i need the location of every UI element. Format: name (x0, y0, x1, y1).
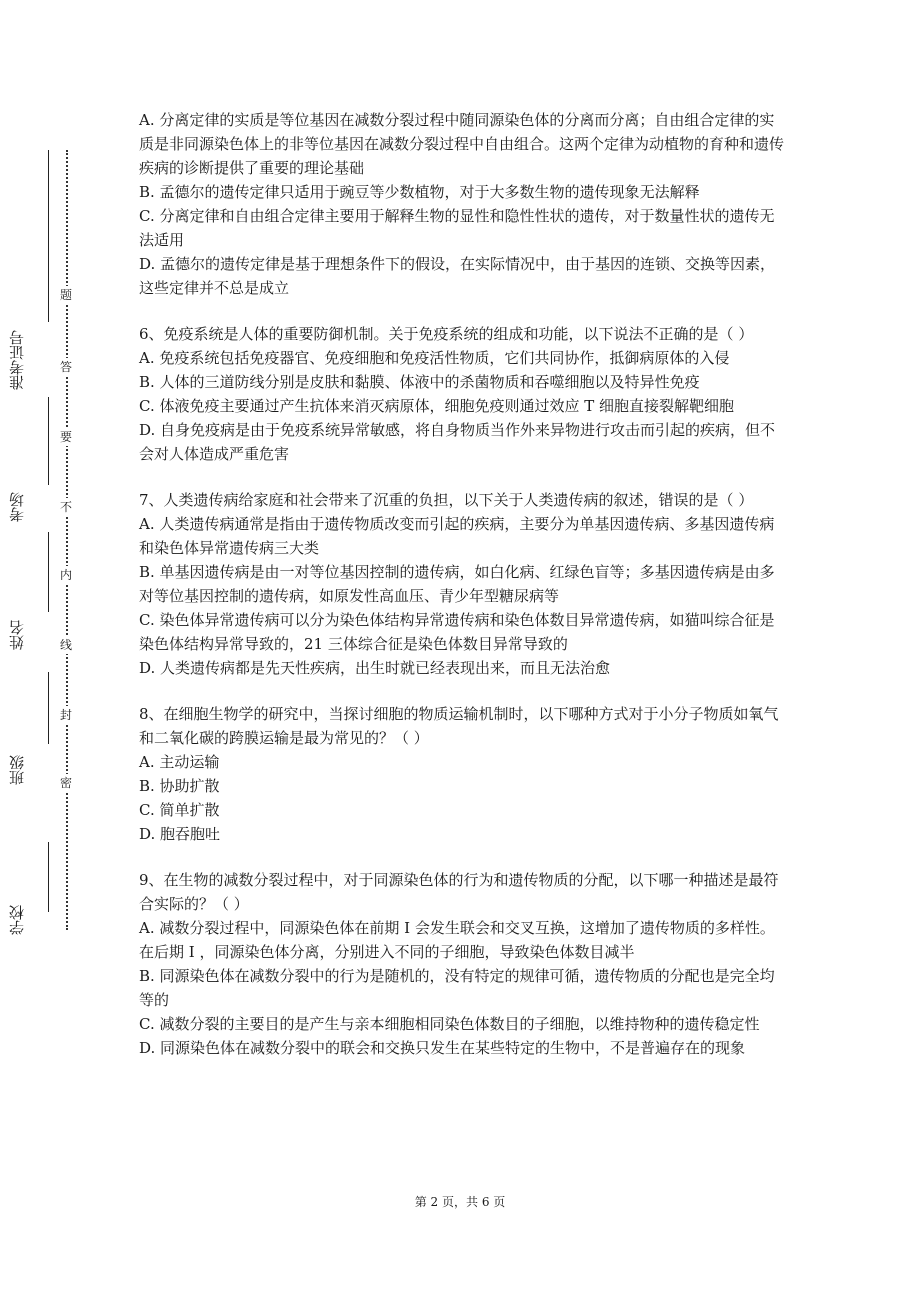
seal-dotted-line (66, 150, 68, 930)
seal-char-da: 答 (59, 360, 72, 374)
option-5a: A. 分离定律的实质是等位基因在减数分裂过程中随同源染色体的分离而分离；自由组合定律的实质是非同源染色体上的非等位基因在减数分裂过程中自由组合。这两个定律为动植物的育种和遗传疾病的诊断提供了重要的理论基础 (139, 111, 785, 177)
school-blank-line (48, 842, 49, 912)
binding-margin (10, 0, 50, 1302)
option-6a: A. 免疫系统包括免疫器官、免疫细胞和免疫活性物质，它们共同协作，抵御病原体的入侵 (139, 349, 730, 367)
question-8-stem: 8、在细胞生物学的研究中，当探讨细胞的物质运输机制时，以下哪种方式对于小分子物质如氧气和二氧化碳的跨膜运输是最为常见的？（ ） (139, 705, 779, 747)
option-6d: D. 自身免疫病是由于免疫系统异常敏感，将自身物质当作外来异物进行攻击而引起的疾病，但不会对人体造成严重危害 (139, 421, 776, 463)
question-6-stem: 6、免疫系统是人体的重要防御机制。关于免疫系统的组成和功能，以下说法不正确的是（ ） (139, 325, 754, 343)
name-blank-line (48, 532, 49, 612)
option-7c: C. 染色体异常遗传病可以分为染色体结构异常遗传病和染色体数目异常遗传病，如猫叫综合征是染色体结构异常导致的，21 三体综合征是染色体数目异常导致的 (139, 611, 775, 653)
option-6c: C. 体液免疫主要通过产生抗体来消灭病原体，细胞免疫则通过效应 T 细胞直接裂解靶细胞 (139, 397, 735, 415)
question-8 (139, 702, 789, 846)
question-9-stem: 9、在生物的减数分裂过程中，对于同源染色体的行为和遗传物质的分配，以下哪一种描述是最符合实际的？（ ） (139, 871, 779, 913)
school-label: 学校 (8, 905, 26, 935)
seal-char-mi: 密 (59, 776, 72, 790)
option-8d: D. 胞吞胞吐 (139, 825, 221, 843)
exam-room-blank-line (48, 397, 49, 485)
option-7a: A. 人类遗传病通常是指由于遗传物质改变而引起的疾病，主要分为单基因遗传病、多基因遗传病和染色体异常遗传病三大类 (139, 515, 775, 557)
seal-char-ti: 题 (59, 288, 72, 302)
option-9d: D. 同源染色体在减数分裂中的联会和交换只发生在某些特定的生物中，不是普遍存在的现象 (139, 1039, 746, 1057)
question-7 (139, 488, 789, 680)
exam-room-label: 考场 (8, 492, 26, 522)
seal-char-nei: 内 (59, 568, 72, 582)
seal-line (52, 0, 82, 1302)
option-8a: A. 主动运输 (139, 753, 220, 771)
admission-number-blank-line (48, 150, 49, 322)
option-5c: C. 分离定律和自由组合定律主要用于解释生物的显性和隐性性状的遗传，对于数量性状的遗传无法适用 (139, 207, 775, 249)
option-7b: B. 单基因遗传病是由一对等位基因控制的遗传病，如白化病、红绿色盲等；多基因遗传病是由多对等位基因控制的遗传病，如原发性高血压、青少年型糖尿病等 (139, 563, 775, 605)
question-content (139, 108, 789, 1060)
option-5b: B. 孟德尔的遗传定律只适用于豌豆等少数植物，对于大多数生物的遗传现象无法解释 (139, 183, 700, 201)
class-label: 班级 (8, 755, 26, 785)
question-7-stem: 7、人类遗传病给家庭和社会带来了沉重的负担，以下关于人类遗传病的叙述，错误的是（ ） (139, 491, 754, 509)
option-9c: C. 减数分裂的主要目的是产生与亲本细胞相同染色体数目的子细胞，以维持物种的遗传稳定性 (139, 1015, 760, 1033)
option-9a: A. 减数分裂过程中，同源染色体在前期 I 会发生联会和交叉互换，这增加了遗传物质的多样性。在后期 I ，同源染色体分离，分别进入不同的子细胞，导致染色体数目减半 (139, 919, 775, 961)
option-8c: C. 简单扩散 (139, 801, 220, 819)
option-8b: B. 协助扩散 (139, 777, 220, 795)
question-6 (139, 322, 789, 466)
seal-char-yao: 要 (59, 430, 72, 444)
name-label: 姓名 (8, 620, 26, 650)
option-7d: D. 人类遗传病都是先天性疾病，出生时就已经表现出来，而且无法治愈 (139, 659, 611, 677)
seal-char-xian: 线 (59, 638, 72, 652)
option-9b: B. 同源染色体在减数分裂中的行为是随机的，没有特定的规律可循，遗传物质的分配也是完全均等的 (139, 967, 775, 1009)
option-6b: B. 人体的三道防线分别是皮肤和黏膜、体液中的杀菌物质和吞噬细胞以及特异性免疫 (139, 373, 700, 391)
seal-char-bu: 不 (59, 500, 72, 514)
question-9 (139, 868, 789, 1060)
seal-char-feng: 封 (59, 708, 72, 722)
class-blank-line (48, 672, 49, 744)
page-number: 第 2 页，共 6 页 (414, 1195, 506, 1209)
question-5-options (139, 108, 789, 300)
admission-number-label: 准考证号 (8, 330, 26, 390)
option-5d: D. 孟德尔的遗传定律是基于理想条件下的假设，在实际情况中，由于基因的连锁、交换等因素，这些定律并不总是成立 (139, 255, 776, 297)
